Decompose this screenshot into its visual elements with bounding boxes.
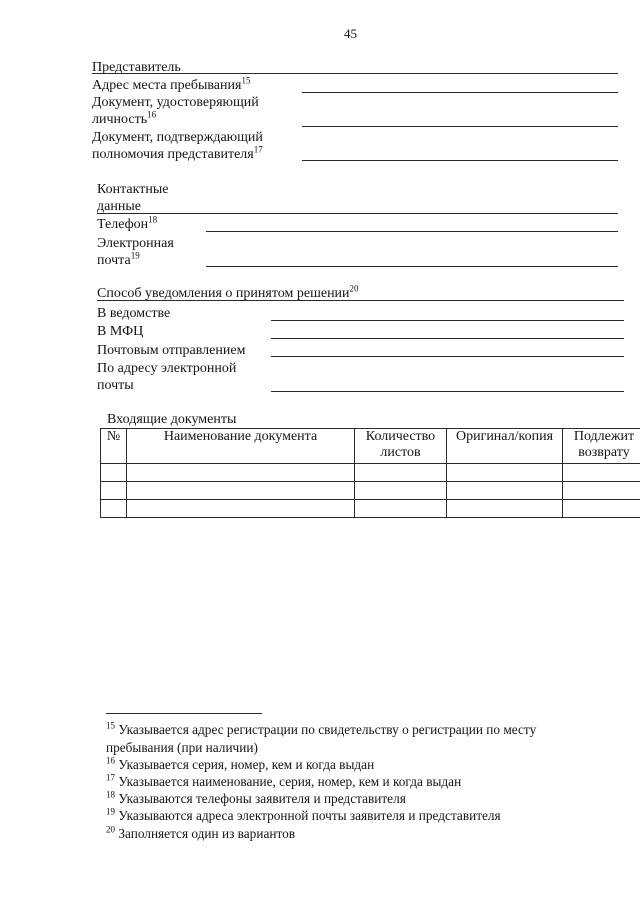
table-cell[interactable] [101, 464, 127, 482]
column-header-return: Подлежит возврату [563, 429, 640, 464]
footnote-18: $^{18}$ Указываются телефоны заявителя и представителя [106, 789, 406, 806]
footnote-ref-15: 15 [241, 75, 251, 86]
footnote-15-line1: $^{15}$ Указывается адрес регистрации по свидетельству о регистрации по месту [106, 720, 537, 737]
address-label: Адрес места пребывания$^{15}$ [92, 75, 251, 93]
table-cell[interactable] [127, 464, 355, 482]
contacts-heading-line2: данные [97, 199, 141, 214]
contacts-heading-line1: Контактные [97, 182, 169, 197]
notify-option-post-field[interactable] [271, 356, 624, 357]
table-cell[interactable] [563, 464, 640, 482]
table-row [101, 464, 640, 482]
email-field[interactable] [206, 266, 618, 267]
authority-document-field[interactable] [302, 160, 618, 161]
table-cell[interactable] [447, 482, 563, 500]
footnote-19: $^{19}$ Указываются адреса электронной почты заявителя и представителя [106, 806, 501, 823]
notify-option-mfc-field[interactable] [271, 338, 624, 339]
table-cell[interactable] [127, 500, 355, 518]
table-cell[interactable] [563, 500, 640, 518]
phone-label: Телефон$^{18}$ [97, 214, 158, 232]
footnote-16: $^{16}$ Указывается серия, номер, кем и когда выдан [106, 755, 375, 772]
authority-document-label-line2: полномочия представителя$^{17}$ [92, 144, 263, 162]
footnote-ref-20: 20 [349, 283, 359, 294]
footnote-20: $^{20}$ Заполняется один из вариантов [106, 824, 296, 841]
footnote-17: $^{17}$ Указывается наименование, серия, номер, кем и когда выдан [106, 772, 462, 789]
column-header-original-copy: Оригинал/копия [447, 429, 563, 464]
table-cell[interactable] [447, 464, 563, 482]
footnote-ref-19: 19 [130, 250, 140, 261]
email-label-line1: Электронная [97, 236, 174, 251]
column-header-number: № [101, 429, 127, 464]
footnote-ref-17: 17 [253, 144, 263, 155]
email-label-line2: почта$^{19}$ [97, 250, 140, 268]
footnote-separator [106, 713, 262, 714]
id-document-label-line1: Документ, удостоверяющий [92, 95, 259, 110]
representative-heading-rule [92, 73, 618, 74]
notify-option-email-label-line1: По адресу электронной [97, 361, 237, 376]
representative-heading: Представитель [92, 60, 181, 75]
column-header-document-name: Наименование документа [127, 429, 355, 464]
table-cell[interactable] [355, 500, 447, 518]
table-cell[interactable] [355, 464, 447, 482]
table-cell[interactable] [563, 482, 640, 500]
notify-option-mfc-label: В МФЦ [97, 324, 144, 339]
table-cell[interactable] [447, 500, 563, 518]
incoming-documents-title: Входящие документы [107, 412, 237, 427]
incoming-documents-table [100, 428, 640, 518]
table-cell[interactable] [101, 482, 127, 500]
id-document-field[interactable] [302, 126, 618, 127]
footnote-ref-16: 16 [147, 109, 157, 120]
table-row [101, 482, 640, 500]
table-cell[interactable] [355, 482, 447, 500]
notify-option-email-field[interactable] [271, 391, 624, 392]
notify-option-agency-label: В ведомстве [97, 306, 171, 321]
notify-option-agency-field[interactable] [271, 320, 624, 321]
phone-field[interactable] [206, 231, 618, 232]
footnote-ref-18: 18 [148, 214, 158, 225]
table-row [101, 500, 640, 518]
notify-option-email-label-line2: почты [97, 378, 134, 393]
table-cell[interactable] [101, 500, 127, 518]
column-header-sheet-count: Количество листов [355, 429, 447, 464]
address-field[interactable] [302, 92, 618, 93]
footnote-15-line2: пребывания (при наличии) [106, 740, 258, 755]
id-document-label-line2: личность$^{16}$ [92, 109, 157, 127]
contacts-heading-rule [97, 213, 618, 214]
page-number: 45 [344, 26, 357, 41]
table-cell[interactable] [127, 482, 355, 500]
authority-document-label-line1: Документ, подтверждающий [92, 130, 263, 145]
notify-option-post-label: Почтовым отправлением [97, 343, 246, 358]
notification-heading-rule [97, 300, 624, 301]
notification-heading: Способ уведомления о принятом решении$^{20}$ [97, 283, 359, 301]
